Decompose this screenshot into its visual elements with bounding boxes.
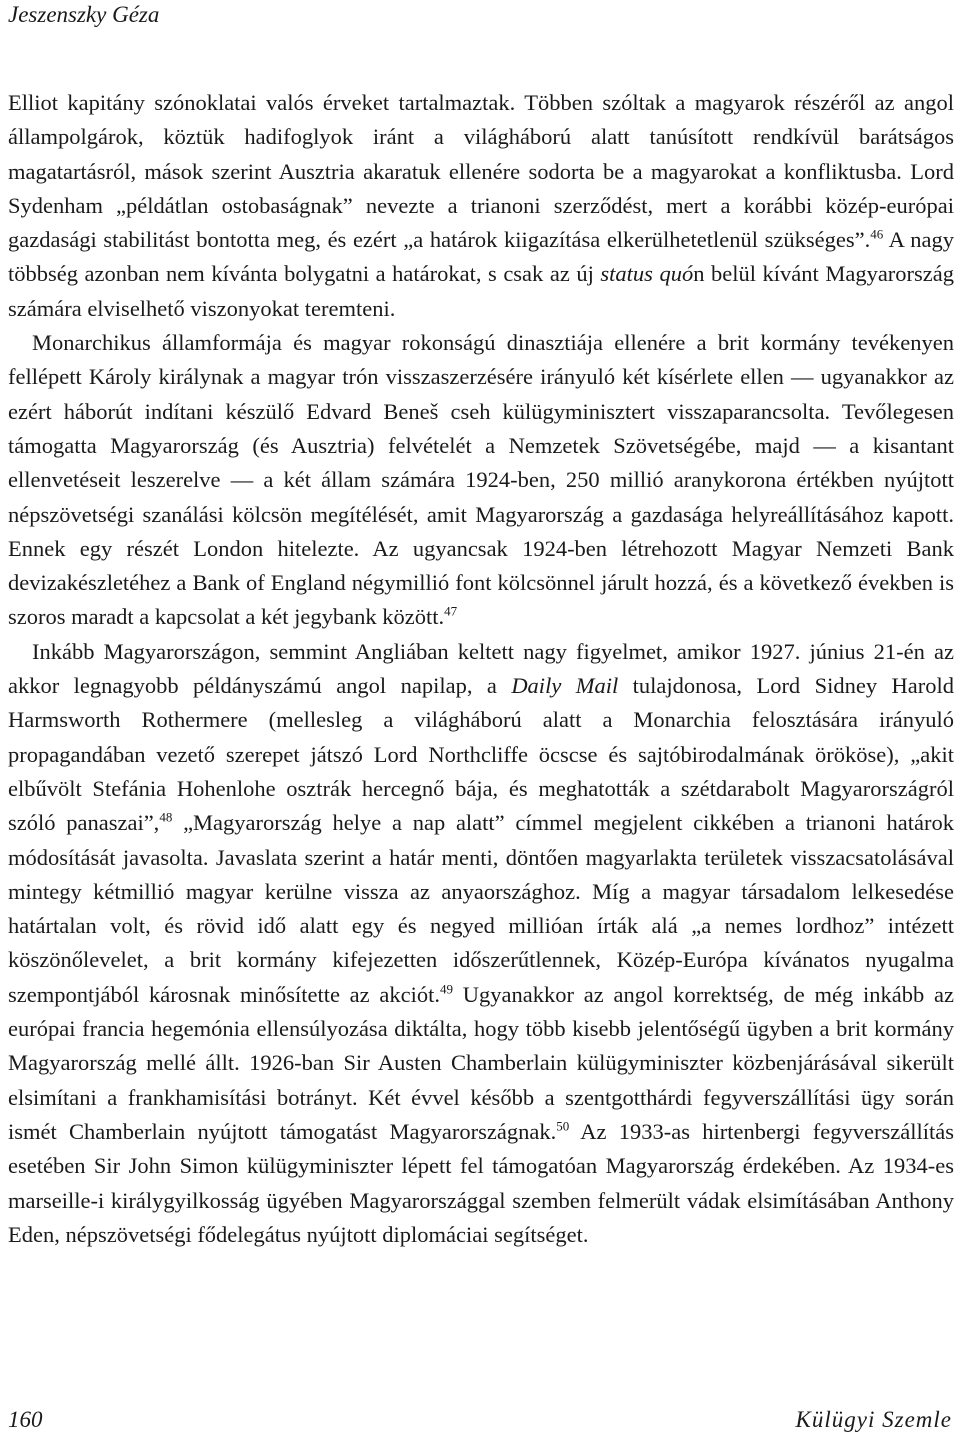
text-run: Ugyanakkor az angol korrektség, de még inkább az európai francia hegemónia ellensúlyozása diktálta, hogy több kisebb jelentőségű ügyben a brit kormány Magyarország mellé állt. 1926-ban Sir Austen Chamberlain külügyminiszter közbenjárásával sikerült elsimítani a frankhamisítási botrányt. Két évvel később a szentgotthárdi fegyverszállítási ügy során ismét Chamberlain nyújtott támogatást Magyarországnak. — [8, 981, 954, 1144]
journal-name: Külügyi Szemle — [795, 1407, 952, 1432]
running-header-author: Jeszenszky Géza — [8, 2, 160, 27]
page-number: 160 — [8, 1407, 43, 1432]
text-run: tulajdonosa, Lord Sidney Harold Harmsworth Rothermere (mellesleg a világháború alatt a Monarchia felosztására irányuló propagandában vezető szerepet játszó Lord Northcliffe öcscse és sajtóbirodalmának örököse), „akit elbűvölt Stefánia Hohenlohe osztrák hercegnő bája, és meghatották a szétdarabolt Magyarországról szóló panaszai”, — [8, 673, 955, 836]
footnote-ref-50: 50 — [556, 1118, 570, 1134]
paragraph-2 — [8, 326, 954, 635]
text-run: n belül kívánt Magyarország számára elviselhető viszonyokat teremteni. — [8, 261, 955, 321]
footnote-ref-48: 48 — [159, 809, 173, 825]
footnote-ref-47: 47 — [444, 603, 458, 619]
paragraph-1 — [8, 86, 954, 326]
running-footer — [8, 1404, 952, 1436]
text-run: Inkább Magyarországon, semmint Angliában keltett nagy figyelmet, amikor 1927. június 21-én az akkor legnagyobb példányszámú angol napilap, a — [8, 638, 954, 699]
text-run: Monarchikus államformája és magyar rokonságú dinasztiája ellenére a brit kormány tevékenyen fellépett Károly királynak a magyar trón visszaszerzésére irányuló két kísérlete ellen — ugyanakkor az ezért háborút indítani készülő Edvard Beneš cseh külügyminisztert visszaparancsolta. Tevőlegesen támogatta Magyarország (és Ausztria) felvételét a Nemzetek Szövetségébe, majd — a kisantant ellenvetéseit leszerelve — a két állam számára 1924-ben, 250 millió aranykorona értékben nyújtott népszövetségi szanálási kölcsön megítélését, amit Magyarország a gazdasága helyreállításához kapott. Ennek egy részét London hitelezte. Az ugyancsak 1924-ben létrehozott Magyar Nemzeti Bank devizakészletéhez a Bank of England négymillió font kölcsönnel járult hozzá, és a következő években is szoros maradt a kapcsolat a két jegybank között. — [8, 330, 954, 630]
footnote-ref-49: 49 — [440, 981, 454, 997]
text-run: Az 1933-as hirtenbergi fegyverszállítás esetében Sir John Simon külügyminiszter lépett fel támogatóan Magyarország érdekében. Az 1934-es marseille-i királygyilkosság ügyében Magyarországgal szemben felmerült vádak elsimításában Anthony Eden, népszövetségi fődelegátus nyújtott diplomáciai segítséget. — [8, 1118, 954, 1247]
footnote-ref-46: 46 — [870, 226, 884, 242]
article-body — [8, 86, 954, 1252]
italic-term-status-quo: status quó — [600, 261, 694, 287]
text-run: „Magyarország helye a nap alatt” címmel megjelent cikkében a trianoni határok módosítását javasolta. Javaslata szerint a határ menti, döntően magyarlakta területek visszacsatolásával mintegy kétmillió magyar kerülne vissza az anyaországhoz. Míg a magyar társadalom lelkesedése határtalan volt, és rövid idő alatt egy és negyed millióan írták alá „a nemes lordhoz” intézett köszönőlevelet, a brit kormány kifejezetten időszerűtlennek, Közép-Európa kívánatos nyugalma szempontjából károsnak minősítette az akciót. — [8, 810, 954, 1007]
paragraph-3 — [8, 635, 954, 1252]
text-run: Elliot kapitány szónoklatai valós érveket tartalmaztak. Többen szóltak a magyarok részéről az angol állampolgárok, köztük hadifoglyok iránt a világháború alatt tanúsított rendkívül barátságos magatartásról, mások szerint Ausztria akaratuk ellenére sodorta be a magyarokat a konfliktusba. Lord Sydenham „példátlan ostobaságnak” nevezte a trianoni szerződést, mert a korábbi közép-európai gazdasági stabilitást bontotta meg, és ezért „a határok kiigazítása elkerülhetetlenül szükséges”. — [8, 90, 954, 253]
italic-title-daily-mail: Daily Mail — [511, 673, 619, 699]
text-run: A nagy többség azonban nem kívánta bolygatni a határokat, s csak az új — [8, 227, 954, 287]
